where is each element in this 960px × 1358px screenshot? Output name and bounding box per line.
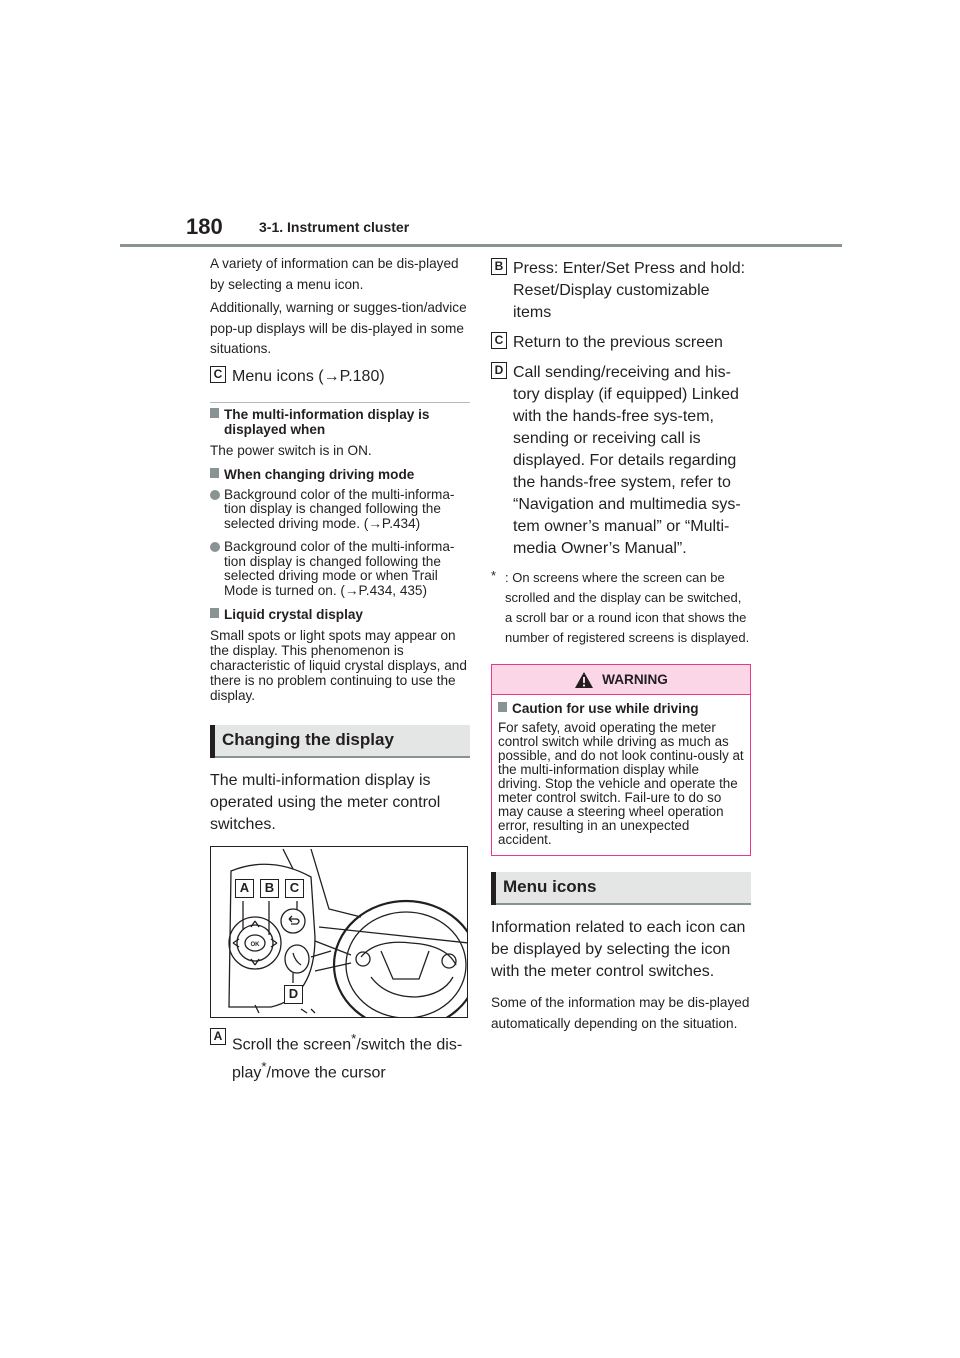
warning-title: WARNING [602, 672, 668, 687]
ok-button-label: OK [250, 942, 260, 948]
callout-c-text: Menu icons (→P.180) [232, 367, 385, 385]
right-column [491, 258, 751, 1037]
steering-wheel-drawing [211, 847, 468, 1018]
subheading-display-when-text: The multi-information display is displayed when [224, 406, 430, 437]
callout-letter-c: C [210, 366, 226, 383]
callout-c-return [491, 332, 751, 354]
warning-subheading [498, 701, 744, 716]
subheading-display-when [210, 407, 470, 437]
footnote [491, 568, 751, 648]
callout-letter-c: C [491, 332, 507, 349]
display-when-body: The power switch is in ON. [210, 442, 372, 458]
footnote-star: * [351, 1031, 357, 1046]
menu-icons-body: Information related to each icon can be displayed by selecting the icon with the meter control switches. [491, 919, 746, 980]
subheading-lcd-text: Liquid crystal display [224, 607, 363, 622]
callout-letter-d: D [491, 362, 507, 379]
section-accent-bar [491, 872, 496, 905]
driving-mode-bullet-1-text: Background color of the multi-informa-tion display is changed following the selected driving mode. (→P.434) [224, 486, 455, 531]
section-accent-bar [210, 725, 215, 758]
footnote-mark: * [491, 568, 497, 583]
section-header-menu-icons-text: Menu icons [503, 877, 597, 896]
footnote-text: : On screens where the screen can be scrolled and the display can be switched, a scroll bar or a round icon that shows the number of registered screens is displayed. [505, 570, 750, 645]
callout-d-text: Call sending/receiving and his-tory display (if equipped) Linked with the hands-free sys-tem, sending or receiving call is displayed. For details regarding the hands-free system, refer to “Navigation and multimedia sys-tem owner’s manual” or “Multi-media Owner’s Manual”. [513, 364, 741, 557]
section-title: 3-1. Instrument cluster [259, 219, 410, 235]
callout-a-text-2: /switch the dis-play [232, 1036, 463, 1082]
driving-mode-bullet-1 [210, 488, 470, 532]
divider [210, 402, 470, 403]
warning-subheading-text: Caution for use while driving [512, 701, 699, 716]
lcd-body: Small spots or light spots may appear on the display. This phenomenon is characteristic of liquid crystal displays, and there is no problem continuing to use the display. [210, 628, 467, 703]
changing-display-body: The multi-information display is operated using the meter control switches. [210, 772, 441, 833]
figure-label-b: B [260, 879, 279, 898]
callout-c-menu-icons [210, 366, 470, 388]
square-bullet-icon [210, 608, 219, 618]
square-bullet-icon [210, 468, 219, 478]
square-bullet-icon [210, 408, 219, 418]
subheading-driving-mode [210, 467, 470, 482]
warning-triangle-icon [574, 671, 594, 689]
intro-paragraph-2: Additionally, warning or sugges-tion/advice pop-up displays will be dis-played in some situations. [210, 300, 467, 356]
warning-header [492, 665, 750, 695]
section-header-changing-display-text: Changing the display [222, 730, 394, 749]
square-bullet-icon [498, 702, 507, 712]
footnote-star: * [261, 1059, 267, 1075]
section-header-menu-icons [491, 872, 751, 905]
callout-letter-b: B [491, 258, 507, 275]
header-rule [120, 244, 842, 247]
left-column [210, 254, 470, 1093]
driving-mode-bullet-2-text: Background color of the multi-informa-tion display is changed following the selected driving mode or when Trail Mode is turned on. (→P.434, 435) [224, 539, 455, 598]
round-bullet-icon [210, 490, 220, 500]
figure-label-a: A [235, 879, 254, 898]
round-bullet-icon [210, 542, 220, 552]
section-header-changing-display [210, 725, 470, 758]
steering-switch-illustration [210, 846, 468, 1018]
subheading-lcd [210, 607, 470, 622]
warning-text: For safety, avoid operating the meter control switch while driving as much as possible, and do not look continu-ously at the multi-information display while driving. Stop the vehicle and operate the meter control switch. Fail-ure to do so may cause a steering wheel operation error, resulting in an unexpected accident. [498, 720, 744, 847]
intro-paragraph-1: A variety of information can be dis-played by selecting a menu icon. [210, 256, 459, 292]
callout-a-text-1: Scroll the screen [232, 1036, 352, 1054]
figure-label-c: C [285, 879, 304, 898]
warning-box [491, 664, 751, 856]
callout-b-enter [491, 258, 751, 324]
page-number: 180 [186, 214, 223, 239]
warning-body [492, 695, 750, 855]
callout-b-text: Press: Enter/Set Press and hold: Reset/Display customizable items [513, 260, 746, 321]
menu-icons-note: Some of the information may be dis-played automatically depending on the situation. [491, 995, 750, 1031]
callout-letter-a: A [210, 1028, 226, 1045]
subheading-driving-mode-text: When changing driving mode [224, 466, 415, 482]
callout-a-scroll [210, 1028, 470, 1085]
callout-a-text-3: /move the cursor [266, 1064, 386, 1082]
callout-d-call [491, 362, 751, 560]
figure-label-d: D [284, 985, 303, 1004]
driving-mode-bullet-2 [210, 540, 470, 598]
callout-c-return-text: Return to the previous screen [513, 334, 723, 351]
